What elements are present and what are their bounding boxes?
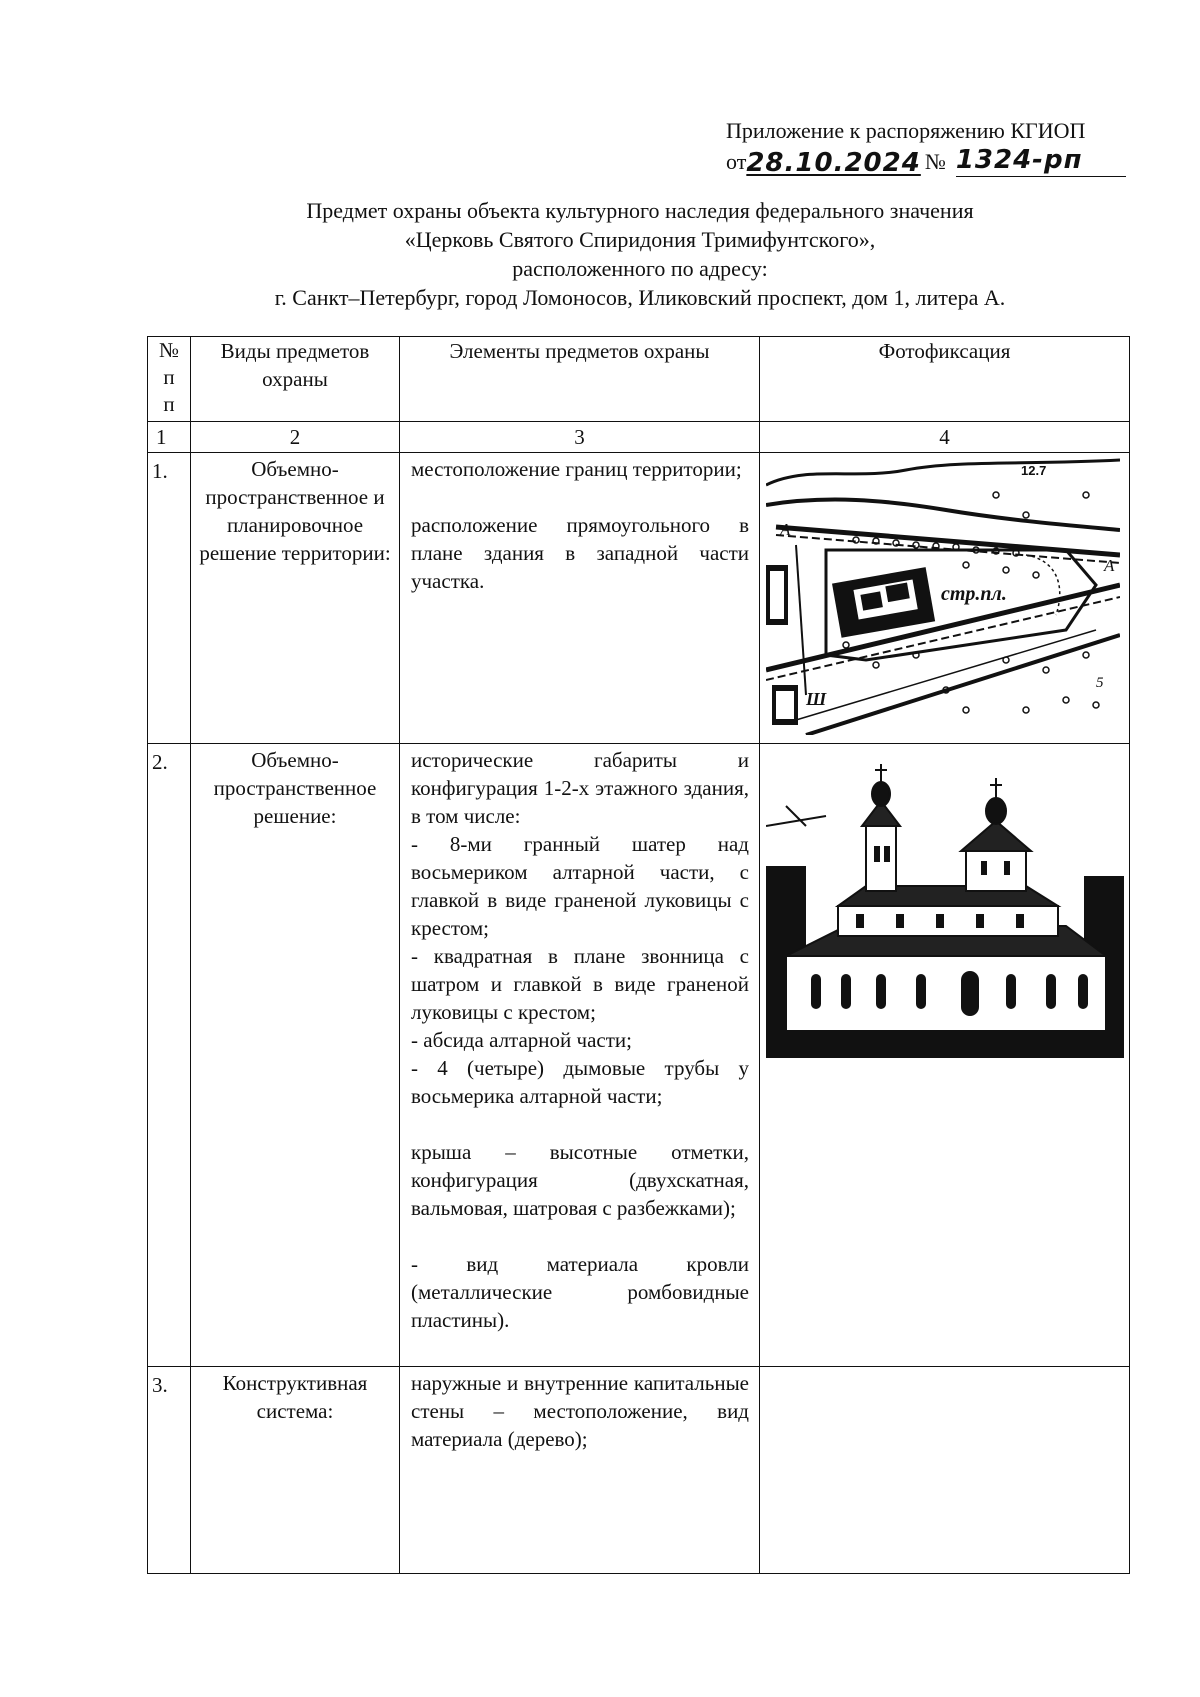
row-photo: [760, 1367, 1130, 1574]
header-number-text: № п п: [158, 338, 180, 416]
document-title: [150, 196, 1130, 312]
element-item: - 8-ми гранный шатер над восьмериком алтарной части, с главкой в виде граненой луковицы с крестом;: [411, 832, 749, 940]
row-elements: [400, 453, 760, 744]
appendix-date: 28.10.2024: [746, 148, 921, 178]
row-number: 2.: [148, 744, 191, 1367]
element-item: местоположение границ территории;: [411, 457, 742, 481]
index-cell-1: 1: [148, 422, 191, 453]
row-photo: [760, 453, 1130, 744]
protection-table: [147, 336, 1130, 1574]
table-row: [148, 1367, 1130, 1574]
element-item: наружные и внутренние капитальные стены – местоположение, вид материала (дерево);: [411, 1371, 749, 1451]
element-item: - вид материала кровли (металлические ромбовидные пластины).: [411, 1252, 749, 1332]
table-header-row: [148, 337, 1130, 422]
element-item: крыша – высотные отметки, конфигурация (двухскатная, вальмовая, шатровая с разбежками);: [411, 1140, 749, 1220]
map-label: Ш: [806, 689, 827, 709]
row-kind: Конструктивная система:: [191, 1367, 400, 1574]
appendix-num-sign: №: [924, 149, 946, 174]
title-line2: «Церковь Святого Спиридония Тримифунтского»,: [404, 227, 876, 252]
appendix-line1: Приложение к распоряжению КГИОП: [726, 118, 1086, 143]
site-plan-map: [766, 455, 1120, 735]
element-item: - абсида алтарной части;: [411, 1028, 632, 1052]
element-item: - квадратная в плане звонница с шатром и главкой в виде граненой луковицы с крестом;: [411, 944, 749, 1024]
index-cell-2: 2: [191, 422, 400, 453]
map-label: 12.7: [1021, 463, 1047, 478]
table-row: [148, 453, 1130, 744]
element-item: исторические габариты и конфигурация 1-2-х этажного здания, в том числе:: [411, 748, 749, 828]
header-elements: Элементы предметов охраны: [400, 337, 760, 422]
title-line1: Предмет охраны объекта культурного наследия федерального значения: [306, 198, 974, 223]
row-kind: Объемно-пространственное и планировочное решение территории:: [191, 453, 400, 744]
title-line4: г. Санкт–Петербург, город Ломоносов, Иликовский проспект, дом 1, литера А.: [274, 285, 1006, 310]
table-index-row: [148, 422, 1130, 453]
row-number: 3.: [148, 1367, 191, 1574]
map-label: стр.пл.: [941, 583, 1007, 605]
appendix-header: [726, 116, 1126, 177]
appendix-number: 1324-рп: [955, 145, 1083, 175]
map-label: А: [1104, 556, 1115, 575]
element-item: - 4 (четыре) дымовые трубы у восьмерика алтарной части;: [411, 1056, 749, 1108]
header-kinds: Виды предметов охраны: [191, 337, 400, 422]
row-photo: [760, 744, 1130, 1367]
header-photo: Фотофиксация: [760, 337, 1130, 422]
row-elements: [400, 1367, 760, 1574]
header-number: [148, 337, 191, 422]
appendix-line2: [726, 146, 1126, 177]
church-photo: [766, 756, 1124, 1068]
map-label: А: [780, 520, 791, 539]
appendix-number-field: [956, 146, 1126, 177]
title-line3: расположенного по адресу:: [512, 256, 768, 281]
row-elements: [400, 744, 760, 1367]
appendix-prefix: от: [726, 149, 747, 174]
index-cell-3: 3: [400, 422, 760, 453]
row-kind: Объемно-пространственное решение:: [191, 744, 400, 1367]
map-label: 5: [1096, 675, 1104, 691]
table-row: [148, 744, 1130, 1367]
index-cell-4: 4: [760, 422, 1130, 453]
element-item: расположение прямоугольного в плане здания в западной части участка.: [411, 513, 749, 593]
row-number: 1.: [148, 453, 191, 744]
